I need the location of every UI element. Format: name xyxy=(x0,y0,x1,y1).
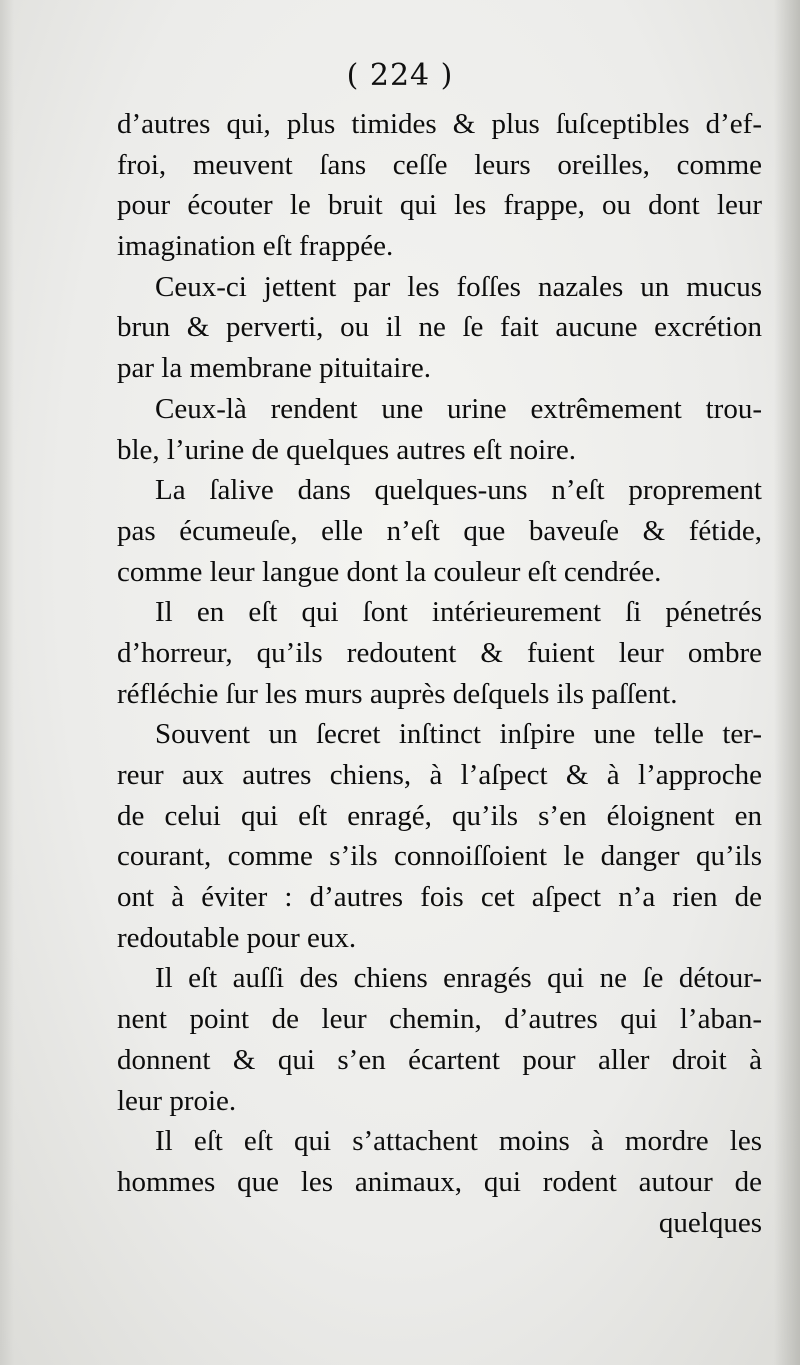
text-line: réfléchie ſur les murs auprès deſquels ils paſſent. xyxy=(117,677,678,710)
text-line: donnent & qui s’en écartent pour aller droit à xyxy=(117,1043,762,1076)
body-text xyxy=(117,104,762,1243)
text-line: nent point de leur chemin, d’autres qui l’aban- xyxy=(117,1003,762,1036)
text-line: ble, l’urine de quelques autres eſt noire. xyxy=(117,433,577,466)
text-line: reur aux autres chiens, à l’aſpect & à l’approche xyxy=(117,759,762,791)
text-line: de celui qui eſt enragé, qu’ils s’en éloignent en xyxy=(117,799,762,832)
text-line: redoutable pour eux. xyxy=(117,921,357,954)
page-number-header: ( 224 ) xyxy=(346,58,454,93)
text-line: pas écumeuſe, elle n’eſt que baveuſe & fétide, xyxy=(117,514,762,547)
text-line: courant, comme s’ils connoiſſoient le danger qu’ils xyxy=(117,840,762,873)
text-line: Ceux-ci jettent par les foſſes nazales un mucus xyxy=(155,270,762,303)
text-line: ont à éviter : d’autres fois cet aſpect n’a rien de xyxy=(117,881,762,914)
text-line: leur proie. xyxy=(117,1084,237,1117)
text-line: d’autres qui, plus timides & plus ſuſceptibles d’ef- xyxy=(117,108,762,140)
text-line: Il en eſt qui ſont intérieurement ſi pénetrés xyxy=(155,596,762,629)
page-left-shadow xyxy=(0,0,14,1365)
text-line: comme leur langue dont la couleur eſt cendrée. xyxy=(117,555,662,588)
text-line: Il eſt eſt qui s’attachent moins à mordre les xyxy=(155,1125,762,1158)
text-line: d’horreur, qu’ils redoutent & fuient leur ombre xyxy=(117,636,762,669)
text-line: Ceux-là rendent une urine extrêmement trou- xyxy=(155,392,762,425)
text-line: Souvent un ſecret inſtinct inſpire une telle ter- xyxy=(155,718,762,751)
text-line: brun & perverti, ou il ne ſe fait aucune excrétion xyxy=(117,311,762,344)
catchword: quelques xyxy=(658,1206,762,1239)
page-right-shadow xyxy=(774,0,800,1365)
text-line: hommes que les animaux, qui rodent autour de xyxy=(117,1165,762,1198)
text-line: par la membrane pituitaire. xyxy=(117,352,432,385)
text-line: froi, meuvent ſans ceſſe leurs oreilles, comme xyxy=(117,148,762,181)
text-line: La ſalive dans quelques-uns n’eſt proprement xyxy=(155,474,762,507)
text-line: pour écouter le bruit qui les frappe, ou dont leur xyxy=(117,189,762,222)
text-line: Il eſt auſſi des chiens enragés qui ne ſe détour- xyxy=(155,962,762,995)
text-line: imagination eſt frappée. xyxy=(117,230,394,263)
